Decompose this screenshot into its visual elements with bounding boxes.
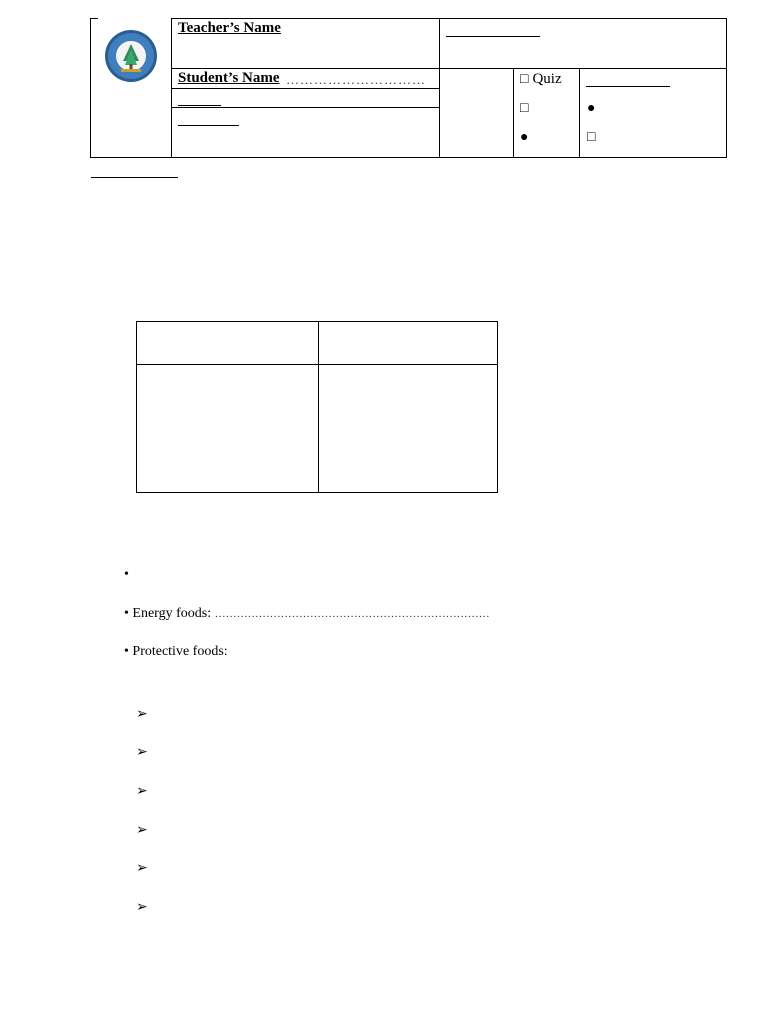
arrow-item-4: ➢ (136, 823, 148, 838)
header-mid-divider (439, 18, 440, 158)
list-item (124, 567, 129, 583)
option-quiz-label: Quiz (532, 71, 562, 87)
header-right-border (726, 18, 727, 158)
answer-table-cell-3[interactable] (137, 365, 318, 493)
school-logo (104, 27, 158, 85)
energy-foods-dots[interactable]: ………………………………………………………………… (214, 608, 490, 620)
teacher-name-label: Teacher’s Name (178, 20, 281, 36)
school-logo-icon (104, 27, 158, 85)
option-bullet-3[interactable]: ● (520, 130, 529, 145)
answer-table-cell-1[interactable] (137, 322, 318, 364)
answer-table-cell-4[interactable] (319, 365, 498, 493)
option-right-checkbox[interactable]: □ (587, 130, 596, 145)
header-row-divider (171, 68, 727, 69)
answer-table-cell-2[interactable] (319, 322, 498, 364)
option-quiz[interactable] (520, 70, 562, 88)
answer-table (136, 321, 498, 493)
header-top-border (171, 18, 727, 19)
student-blank-line-1[interactable] (178, 105, 221, 106)
arrow-item-2: ➢ (136, 745, 148, 760)
header-bottom-border (90, 157, 727, 158)
arrow-item-3: ➢ (136, 784, 148, 799)
arrow-item-6: ➢ (136, 900, 148, 915)
arrow-item-5: ➢ (136, 861, 148, 876)
student-name-dots[interactable]: ………………………… (286, 72, 426, 87)
list-item-protective-foods (124, 644, 228, 660)
header-left-border (90, 18, 91, 158)
option-checkbox-2[interactable]: □ (520, 101, 529, 116)
header-blank-field-right[interactable] (586, 86, 670, 87)
bullet-icon: • (124, 567, 129, 582)
bullet-icon: • (124, 644, 129, 659)
section-heading-underline (91, 177, 178, 178)
header-top-tick (90, 18, 98, 19)
energy-foods-label: Energy foods: (132, 606, 212, 621)
header-col-divider-2 (579, 68, 580, 158)
list-item-energy-foods (124, 606, 490, 622)
option-right-bullet[interactable]: ● (587, 101, 596, 116)
header-blank-field[interactable] (446, 36, 540, 37)
checkbox-empty-icon: □ (520, 72, 529, 87)
student-blank-line-2[interactable] (178, 125, 239, 126)
student-row-line-2 (171, 107, 439, 108)
arrow-item-1: ➢ (136, 707, 148, 722)
protective-foods-label: Protective foods: (132, 644, 228, 659)
student-row-line-1 (171, 88, 439, 89)
bullet-icon: • (124, 606, 129, 621)
header-col-divider-1 (513, 68, 514, 158)
student-name-label: Student’s Name (178, 70, 280, 86)
